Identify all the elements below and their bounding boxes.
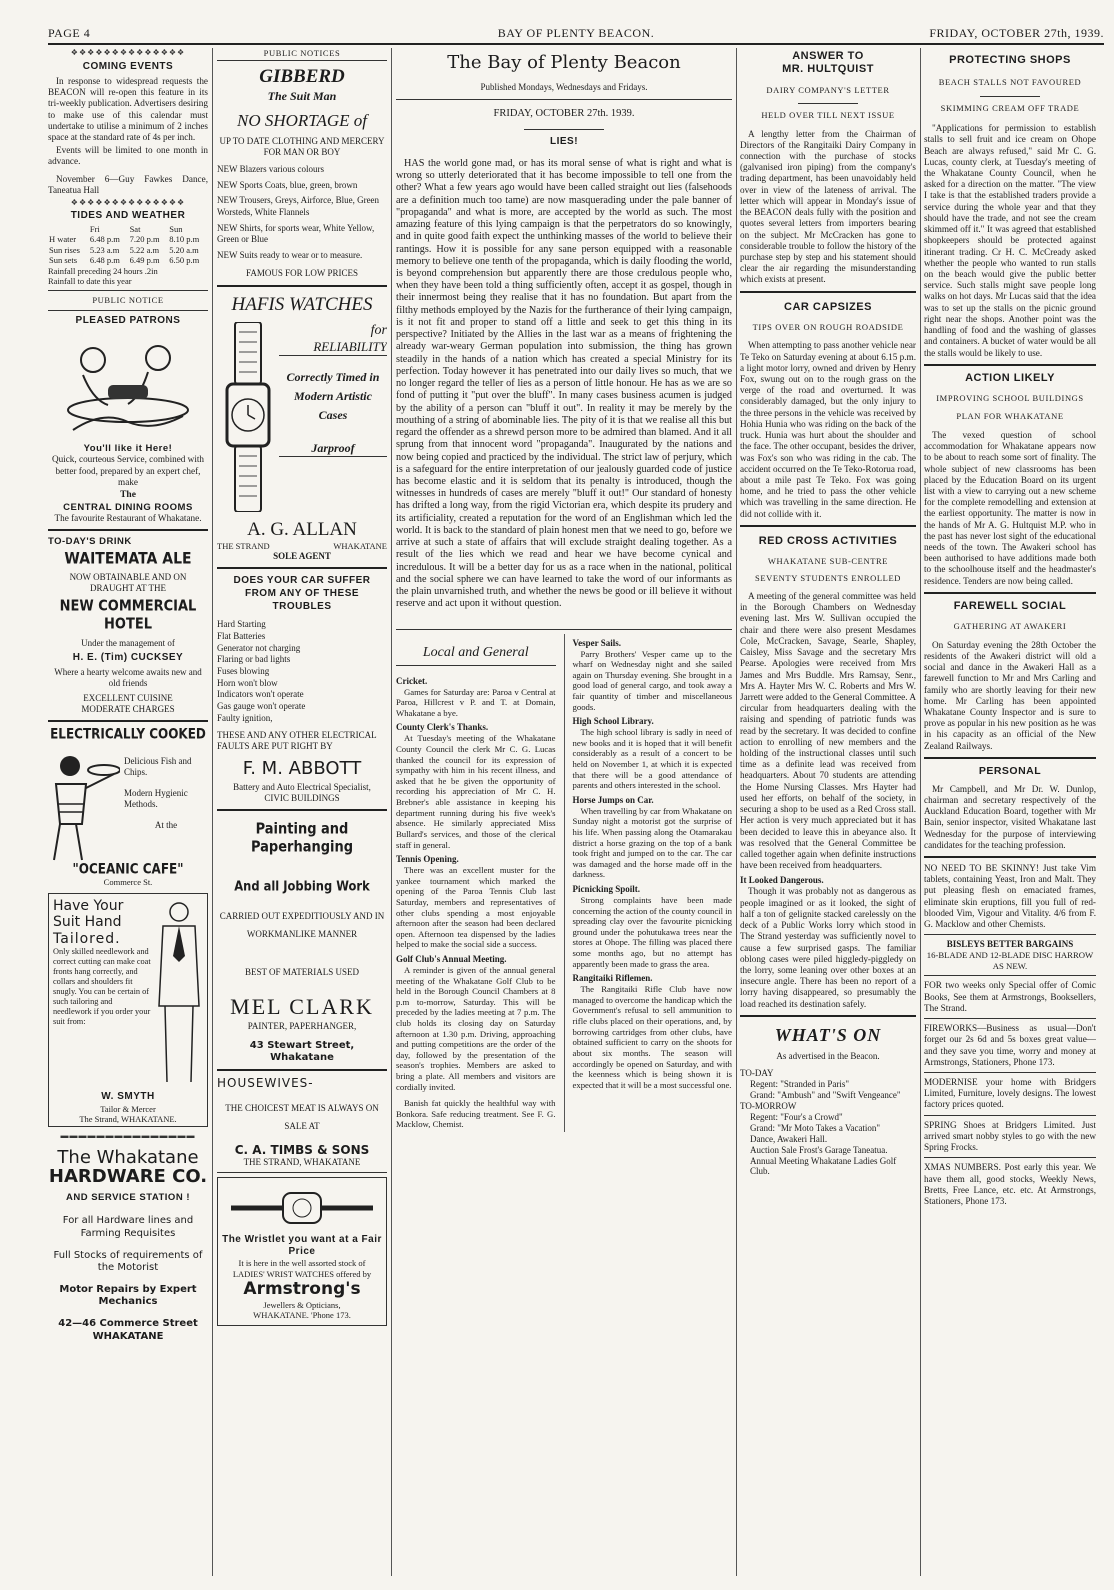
no-shortage: NO SHORTAGE of xyxy=(236,111,367,131)
the-label: The xyxy=(120,490,136,500)
page-date: FRIDAY, OCTOBER 27th, 1939. xyxy=(929,26,1104,40)
hardware-heading-3: AND SERVICE STATION ! xyxy=(66,1191,190,1203)
tides-cell: 8.10 p.m xyxy=(169,234,200,245)
cuisine: EXCELLENT CUISINE xyxy=(83,692,173,703)
oceanic-cafe: "OCEANIC CAFE" xyxy=(72,861,184,878)
central-dining-ad xyxy=(48,315,208,525)
list-item: NEW Shirts, for sports wear, White Yellow, Green or Blue xyxy=(217,222,375,245)
housewives: HOUSEWIVES- xyxy=(217,1076,314,1091)
table-row xyxy=(48,245,208,255)
fish-chips: Delicious Fish and Chips. xyxy=(124,756,192,778)
divider xyxy=(48,290,208,291)
divider xyxy=(217,809,387,811)
abbott-name: F. M. ABBOTT xyxy=(242,758,362,780)
allan-town: WHAKATANE xyxy=(333,540,387,551)
coming-events-text: In response to widespread requests the BEACON will re-open this feature in its tri-weekly publication. Advertisers desiring to make use of this calendar must undertake to utilise a minimum of 2 inches space at the standard rate of 4s per inch. xyxy=(48,75,208,143)
car-capsizes-heading: CAR CAPSIZES xyxy=(784,300,872,313)
jewellers-label: Jewellers & Opticians, xyxy=(263,1299,341,1310)
tailor-ad xyxy=(48,893,208,1127)
today-label: TO-DAY xyxy=(740,1067,774,1078)
news-body: Games for Saturday are: Paroa v Central at Paroa, Hillcrest v P. and T. at Domain, Whakatane a bye. xyxy=(396,686,556,718)
divider xyxy=(524,129,604,130)
commerce-street: Commerce St. xyxy=(103,876,153,887)
hotel-ad xyxy=(48,536,208,714)
jarproof: Jarproof xyxy=(279,441,387,457)
manager-name: H. E. (Tim) CUCKSEY xyxy=(72,651,184,663)
list-item: Dance, Awakeri Hall. xyxy=(750,1133,828,1144)
farewell-sub: GATHERING AT AWAKERI xyxy=(953,621,1067,632)
tides-head-cell: Sat xyxy=(129,224,141,235)
suit-man: The Suit Man xyxy=(267,88,337,103)
news-heading: Tennis Opening. xyxy=(396,854,459,865)
masthead-rule xyxy=(48,43,1104,45)
list-item: NEW Blazers various colours xyxy=(217,163,325,174)
tailored-man-illustration-icon xyxy=(151,898,203,1088)
armstrongs-name: Armstrong's xyxy=(243,1279,361,1300)
management-label: Under the management of xyxy=(81,637,175,648)
red-cross-sub1: WHAKATANE SUB-CENTRE xyxy=(767,556,889,567)
best-materials: BEST OF MATERIALS USED xyxy=(244,967,360,978)
timbs-name: C. A. TIMBS & SONS xyxy=(234,1142,370,1157)
column-rule xyxy=(391,48,392,1576)
divider xyxy=(924,975,1096,976)
tides-heading: TIDES AND WEATHER xyxy=(70,209,186,221)
divider xyxy=(740,291,916,293)
editorial-date: FRIDAY, OCTOBER 27th. 1939. xyxy=(493,107,635,119)
like-it-here: You'll like it Here! xyxy=(83,442,173,454)
divider xyxy=(48,720,208,722)
wristwatch-icon xyxy=(217,322,279,512)
divider xyxy=(48,310,208,311)
troubles-list xyxy=(217,619,387,724)
hardware-lines: For all Hardware lines and Farming Requisites xyxy=(62,1215,194,1239)
news-body: Banish fat quickly the healthful way with Bonkora. Safe reducing treatment. See F. G. Macklow, Chemist. xyxy=(396,1098,556,1130)
electrical-faults: THESE AND ANY OTHER ELECTRICAL FAULTS ARE PUT RIGHT BY xyxy=(217,730,377,752)
divider xyxy=(924,1072,1096,1073)
news-heading: Picnicking Spoilt. xyxy=(572,884,641,895)
hultquist-heading: MR. HULTQUIST xyxy=(782,63,874,76)
column-rule xyxy=(920,48,921,1576)
waitemata-ale: WAITEMATA ALE xyxy=(64,549,192,569)
list-item: Regent: "Stranded in Paris" xyxy=(750,1078,850,1089)
skinny-ad: NO NEED TO BE SKINNY! Just take Vim tablets, containing Yeast, Iron and Malt. They put pleasing flesh on emaciated frames, eliminate skin eruptions, fill you full of red-blooded Vim, Vigour and Vitality. 4/6 from F. G. Macklow and other Chemists. xyxy=(924,862,1096,930)
advertised-label: As advertised in the Beacon. xyxy=(776,1050,880,1061)
armstrongs-address: WHAKATANE. 'Phone 173. xyxy=(253,1310,351,1321)
classified-ad: FIREWORKS—Business as usual—Don't forget our 2s 6d and 5s boxes great value—and they save you time, worry and money at Armstrongs, Stationers, Phone 173. xyxy=(924,1023,1096,1067)
divider xyxy=(217,1069,387,1071)
suit-heading-2: Suit Hand xyxy=(53,914,122,931)
page-number: PAGE 4 xyxy=(48,26,91,40)
divider xyxy=(396,629,732,630)
clothing-text: UP TO DATE CLOTHING AND MERCERY FOR MAN OR BOY xyxy=(219,135,385,157)
column-rule xyxy=(564,634,565,1133)
news-body: A reminder is given of the annual general meeting of the Whakatane Golf Club to be held in the Borough Council Chambers at 8 p.m to-morrow, Saturday. This will be preceded by the ladies meeting at 7 p.m. The club holds its closing day on Saturday afternoon at 1.30 p.m. Driving, approaching and putting competitions are the order of the day, followed by the presentation of the season's trophies. Members are asked to bring a plate. All members and visitors are cordially invited. xyxy=(396,964,556,1092)
news-heading: Vesper Sails. xyxy=(572,637,622,648)
page-masthead xyxy=(48,26,1104,42)
at-the-label: At the xyxy=(154,820,178,831)
for-label: for xyxy=(370,322,387,338)
list-item: Hard Starting xyxy=(217,619,266,630)
choicest-meat: THE CHOICEST MEAT IS ALWAYS ON SALE AT xyxy=(225,1102,379,1131)
sole-agent: SOLE AGENT xyxy=(273,551,331,562)
armstrongs-ad xyxy=(217,1177,387,1325)
personal-body: Mr Campbell, and Mr Dr. W. Dunlop, chairman and secretary respectively of the Auckland Education Board, together with Mr Bain, senior inspector, visited Whakatane last Wednesday for the purpose of interviewing candidates for the teaching profession. xyxy=(924,783,1096,850)
abbott-specialist: Battery and Auto Electrical Specialist, xyxy=(233,782,371,793)
favourite-restaurant: The favourite Restaurant of Whakatane. xyxy=(54,513,202,524)
tides-cell: 5.22 a.m xyxy=(129,244,160,255)
table-row xyxy=(48,255,208,265)
allan-name: A. G. ALLAN xyxy=(247,518,357,540)
smyth-address: The Strand, WHAKATANE. xyxy=(79,1113,177,1124)
bisleys-heading: BISLEYS BETTER BARGAINS xyxy=(946,939,1074,950)
news-heading: Golf Club's Annual Meeting. xyxy=(396,953,507,964)
hygienic-methods: Modern Hygienic Methods. xyxy=(124,788,188,810)
ornament-divider: ❖❖❖❖❖❖❖❖❖❖❖❖❖❖ xyxy=(70,198,186,208)
divider xyxy=(924,1018,1096,1019)
divider xyxy=(48,529,208,531)
list-item: Auction Sale Frost's Garage Taneatua. xyxy=(750,1144,888,1155)
suit-heading-1: Have Your xyxy=(53,898,124,915)
tides-cell: 7.20 p.m xyxy=(129,234,160,245)
column-1 xyxy=(48,48,208,1580)
waitress-illustration-icon xyxy=(48,744,120,862)
tides-cell: Sun sets xyxy=(49,255,78,266)
classified-ad: SPRING Shoes at Bridgers Limited. Just arrived smart nobby styles to go with the new Spring Frocks. xyxy=(924,1119,1096,1153)
classified-ad: FOR two weeks only Special offer of Comic Books, See them at Armstrongs, Booksellers, The Strand. xyxy=(924,980,1096,1013)
news-body: When travelling by car from Whakatane on Sunday night a motorist got the surprise of his life. When passing along the Otamarakau district a horse grazing on the top of a bank took fright and jumped on to the car. The car was damaged and the horse made off in the darkness. xyxy=(572,805,732,880)
hardware-stocks: Full Stocks of requirements of the Motorist xyxy=(53,1249,203,1273)
list-item: Generator not charging xyxy=(217,642,301,653)
column-rule xyxy=(212,48,213,1576)
answer-heading: ANSWER TO xyxy=(792,50,864,62)
dairy-subheading: DAIRY COMPANY'S LETTER xyxy=(766,84,890,95)
news-body: At Tuesday's meeting of the Whakatane County Council the clerk Mr C. G. Lucas thanked the council for its expression of sympathy with him in his recent illness, and asked that he be given the opportunity of recording his appreciation of Mr C. H. Brebner's able assistance in keeping his department running during his five week's absence. He similarly appreciated Miss Bullard's services, and those of the clerical staff in general. xyxy=(396,733,556,850)
hardware-heading-2: HARDWARE CO. xyxy=(48,1165,208,1187)
divider xyxy=(217,1172,387,1173)
tides-cell: H water xyxy=(49,234,77,245)
list-item: Faulty ignition, xyxy=(217,712,273,723)
divider xyxy=(924,856,1096,858)
mel-clark: MEL CLARK xyxy=(230,994,374,1019)
action-sub2: PLAN FOR WHAKATANE xyxy=(956,411,1064,422)
list-item: Grand: "Mr Moto Takes a Vacation" xyxy=(750,1122,881,1133)
list-item: NEW Sports Coats, blue, green, brown xyxy=(217,179,358,190)
tides-cell: Sun rises xyxy=(49,244,80,255)
news-heading: It Looked Dangerous. xyxy=(740,875,824,886)
action-sub1: IMPROVING SCHOOL BUILDINGS xyxy=(936,393,1084,404)
hardware-address: 42—46 Commerce Street xyxy=(58,1318,198,1330)
rainfall-year: Rainfall to date this year xyxy=(48,275,132,286)
public-notices-label: PUBLIC NOTICES xyxy=(217,48,387,61)
gibberd-name: GIBBERD xyxy=(259,66,345,88)
electrically-cooked: ELECTRICALLY COOKED xyxy=(50,725,206,742)
central-dining-rooms: CENTRAL DINING ROOMS xyxy=(63,501,193,513)
list-item: NEW Suits ready to wear or to measure. xyxy=(217,249,363,260)
rainfall-24h: Rainfall preceding 24 hours .2in xyxy=(48,265,158,276)
farewell-body: On Saturday evening the 28th October the residents of the Awakeri district will old a social and dance in the Awakeri Hall as a farewell function to Mr and Mrs Carling and family who are shortly leaving for their new home. Mr Carling has been appointed Whakatane County Inspector and is sure to prove as popular in his new position as he was in his capacity as an official of the New Zealand Railways. xyxy=(924,639,1096,751)
coming-events-heading: COMING EVENTS xyxy=(82,60,174,72)
hardware-ad xyxy=(48,1146,208,1343)
action-body: The vexed question of school accommodation for Whakatane appears now to be about to reach some sort of finality. The whole subject of new classrooms has been placed by the Education Board on its urgent list with a view to carrying out a new scheme for the complete remodelling and extension at the earliest opportunity. The matter is now in the hands of Mr A. G. Hultquist M.P. who in the past has never lost sight of the educational needs of the town. The Awakeri school has been authorised to have additions made both to the schoolhouse itself and the headmaster's residence. Tenders are now being called. xyxy=(924,429,1096,586)
stewart-street: 43 Stewart Street, Whakatane xyxy=(249,1039,355,1063)
divider xyxy=(924,592,1096,594)
ornament-divider: ❖❖❖❖❖❖❖❖❖❖❖❖❖❖ xyxy=(70,48,186,57)
dairy-body: A lengthy letter from the Chairman of Directors of the Rangitaiki Dairy Company in connection with the purchase of stocks (galvanised iron piping) from the company's trading department, has been unavoidably held over in view of the lateness of arrival. The letter which will appear in Monday's issue of the BEACON deals fully with the position and quotes several letters from importers bearing on the subject. Mr McCracken has gone to considerable trouble to follow the history of the purchase step by step and his statement should clear the air regarding the misunderstanding which exists at present. xyxy=(740,128,916,285)
news-heading: Cricket. xyxy=(396,675,428,686)
news-body: Strong complaints have been made concerning the action of the county council in spreading clay over the favourite picnicking ground under the pohutukawa trees near the stores at Ohope. The filling was placed there some months ago, but no attempt has apparently been made to grass the area. xyxy=(572,895,732,969)
dangerous-body: Though it was probably not as dangerous as people imagined or as it looked, the sight of half a ton of gelignite stacked carelessly on the deck of a Public Works lorry which stood in The Strand yesterday was sufficiently novel to cause a few surprised gasps. The familiar oblong cases were piled higgledy-piggledy on the lorry, some leaning over other boxes at an insecure angle. There has been no report of a lorry having disappeared, so presumably the load reached its destination safely. xyxy=(740,886,916,1009)
editorial-body: HAS the world gone mad, or has its moral sense of what is right and what is wrong so utterly deteriorated that it has become impossible to tell one from the other? What a few years ago would have been called straight out lies (falsehoods are a definition much too tame) are now masquerading under the pale banner of "propaganda" and what is more, are accepted by the world as such. The most amazing feature of this lying campaign is that the perpetrators do so knowingly, and in quite good faith expect the unthinking masses of the world to believe their rantings. How it is possible for any sane person equipped with a reasonable memory to believe one tenth of the propaganda, which is daily flooding the world, is beyond comprehension but apparently there are those credulous people who, when they have been told a thing sufficiently often, accept it as gospel, though in their innermost being they realise that it has no foundation. But apart from the filthy methods employed by the Nazis for the furtherance of their lying campaign, is it not fit and proper to stand off a little and seek to get this thing in its perspective? Initiated by the Allies in the last war as a means of frightening the already war-weary German population into submission, the thing has grown steadily in the hands of a nation which has created a special Ministry for its perfection. Today however it has penetrated into our daily lives so much, that we no longer regard the teller of lies as a person of little honour. He has as we are so fond of putting it "put over the bluff". In many cases business acumen is judged by the ability of a person can "bluff it out". In reality it may be merely by the mouthing of a string of abominable lies. The pity of it is that we realise all this but regard the offender as a shrewd person more to be admired than blamed. And it all sprung from that innocent word "propaganda". Inaugurated by the nations and now being copied and practiced by the individual. The strict law of perjury, which is a safeguard for the entire interpretation of our jealously guarded code of justice has become elastic and it is seldom that its penalty is introduced, though the witnesses in hundreds of cases are merely "bluff it out!" Our standard of honesty has drifted a long way, from the rigid Victorian era, which despite its prudery and its artificiality, created a reputation for the word of an Englishman which led the world. It is back to the standard of plain honest men that we need to go, before we arrive at such a state of affairs that will exclude straight dealing together. As a result of the lies which we read and hear we have become cynical and incredulous. It will be a better day for us as a race when in the national, political and the social sphere we can have learned to take the word of our informants as the plain unvarnished truth, and whether the news be good or ill believe it without reserve and act upon it without question. xyxy=(396,157,732,610)
column-4 xyxy=(740,48,916,1580)
divider xyxy=(396,99,732,100)
painter-label: PAINTER, PAPERHANGER, xyxy=(247,1020,357,1031)
divider xyxy=(924,1157,1096,1158)
column-rule xyxy=(736,48,737,1576)
car-troubles-heading: DOES YOUR CAR SUFFER FROM ANY OF THESE TROUBLES xyxy=(233,575,371,613)
clothing-list xyxy=(217,164,387,262)
red-cross-heading: RED CROSS ACTIVITIES xyxy=(758,534,898,547)
coming-events-limit: Events will be limited to one month in advance. xyxy=(48,145,208,167)
wristlet-text: It is here in the well assorted stock of LADIES' WRIST WATCHES offered by xyxy=(232,1258,372,1279)
reliability: RELIABILITY xyxy=(279,339,387,356)
mel-clark-ad xyxy=(217,820,387,1064)
tides-cell: 6.49 p.m xyxy=(129,255,160,266)
list-item: Indicators won't operate xyxy=(217,689,304,700)
red-cross-body: A meeting of the general committee was held in the Borough Chambers on Wednesday evening last. Mrs W. Sullivan occupied the chair and there were also present Mesdames Cole, McCracken, Savage, Searle, Shapley, Caisley, Miss Savage and the secretary Mrs Pearse. Apologies were received from Mrs James and Mrs Buddle. Mrs Ramsay, Senr., Mrs A. Hayter Mrs W. C. Roberts and Mrs W. Jarrett were added to the General Committee. A circular from headquarters dealing with the raising and spending of patriotic funds was read by the secretary. It was decided to confine action to enrolling of new members and the holding of the instructional classes until such time as a definite lead was received from headquarters. About 70 students are attending the Home Nursing Classes. Mrs Hayter had used her efforts, on behalf of the society, in securing a shop to be used as a Red Cross stall. Her action is very much appreciated but it has been decided to leave this in abeyance also. It was resolved that the General Committee be called together again when definite instructions have been received from headquarters. xyxy=(740,590,916,871)
coming-events-item: November 6—Guy Fawkes Dance, Taneatua Hall xyxy=(48,173,208,195)
divider xyxy=(924,934,1096,935)
shops-body: "Applications for permission to establish stalls to sell fruit and ice cream on Ohope Beach are always refused," said Mr C. G. Lucas, county clerk, at Tuesday's meeting of the Whakatane County Council, when he asked for a direction on the matter. "The view I take is that the established traders provide a service during the whole year and that they should have the trade, and not see the cream skimmed off it." It was agreed that established shopkeepers should be protected against itinerant trading. Cr H. C. McCready asked whether the people who wanted to run stalls on the beach would give the public better service. Such stalls might save people long walks on hot days. Mr Lucas said that the idea was to set up the stalls on the picnic ground right near the shops. Another point was the handling of food and the washing of glasses and containers. A bucket of water would be all the stalls would be likely to use. xyxy=(924,123,1096,358)
dining-text: Quick, courteous Service, combined with better food, prepared by an expert chef, make xyxy=(51,454,205,487)
tides-cell: 5.20 a.m xyxy=(169,244,199,255)
smyth-name: W. SMYTH xyxy=(101,1091,155,1103)
allan-strand: THE STRAND xyxy=(217,540,270,551)
news-body: The high school library is sadly in need of new books and it is hoped that it will benefit considerably as a result of a concert to be held on November 1, at which it is expected that there will be a good attendance of parents and others interested in the school. xyxy=(572,727,732,791)
oceanic-cafe-ad xyxy=(48,727,208,888)
column-3-editorial xyxy=(396,48,732,1580)
news-heading: High School Library. xyxy=(572,716,654,727)
local-and-general xyxy=(396,634,732,1133)
pleased-patrons-heading: PLEASED PATRONS xyxy=(75,314,181,326)
list-item: Regent: "Four's a Crowd" xyxy=(750,1111,843,1122)
list-item: Fuses blowing xyxy=(217,666,270,677)
shops-sub1: BEACH STALLS NOT FAVOURED xyxy=(938,77,1082,88)
editorial-title: LIES! xyxy=(549,135,579,147)
classified-ad: MODERNISE your home with Bridgers Limited, Furniture, lovely designs. The lowest factory prices quoted. xyxy=(924,1077,1096,1110)
column-5 xyxy=(924,48,1096,1580)
car-body: When attempting to pass another vehicle near Te Teko on Saturday evening at about 6.15 p.m. a light motor lorry, owned and driven by Henry Fox, swung out on to the rough grass on the verge of the road and overturned. It was considerably damaged, but the only injury to the three persons in the vehicle was received by Hohia Hunia who was riding on the back of the truck. Hunia was hurt about the shoulder and the face. The other occupant, besides the driver, was Fox's son who was riding in the cab. The accident occurred on the Te Teko-Rotorua road, about a mile past Te Teko. Fox was going home, and he tried to pass the other vehicle which was travelling in the same direction. He did not collide with it. xyxy=(740,340,916,519)
carried-out: CARRIED OUT EXPEDITIOUSLY AND IN WORKMANLIKE MANNER xyxy=(219,911,385,940)
list-item: Horn won't blow xyxy=(217,677,278,688)
hafis-watches: HAFIS WATCHES xyxy=(231,293,373,315)
action-likely-heading: ACTION LIKELY xyxy=(965,371,1055,384)
tomorrow-label: TO-MORROW xyxy=(740,1100,797,1111)
published-days: Published Mondays, Wednesdays and Fridays. xyxy=(480,81,648,92)
correctly-timed: Correctly Timed in Modern Artistic Cases xyxy=(286,369,380,423)
car-subheading: TIPS OVER ON ROUGH ROADSIDE xyxy=(752,322,904,332)
suit-heading-3: Tailored. xyxy=(53,930,121,947)
hafis-watches-ad xyxy=(217,293,387,563)
column-2 xyxy=(217,48,387,1580)
divider xyxy=(798,103,858,104)
charges: MODERATE CHARGES xyxy=(81,703,175,714)
smyth-sub: Tailor & Mercer xyxy=(100,1103,156,1114)
nameplate: The Bay of Plenty Beacon xyxy=(447,52,681,73)
gibberd-ad xyxy=(217,65,387,278)
tides-head-cell xyxy=(48,224,89,234)
tides-head-cell: Sun xyxy=(169,224,183,235)
personal-heading: PERSONAL xyxy=(978,764,1042,777)
divider xyxy=(740,1015,916,1017)
red-cross-sub2: SEVENTY STUDENTS ENROLLED xyxy=(755,572,901,583)
paper-name: BAY OF PLENTY BEACON. xyxy=(497,26,655,40)
bisleys-harrow: 16-BLADE AND 12-BLADE DISC HARROW AS NEW. xyxy=(926,950,1094,971)
ladies-watch-icon xyxy=(227,1185,377,1231)
timbs-address: THE STRAND, WHAKATANE xyxy=(243,1157,361,1168)
now-obtainable: NOW OBTAINABLE AND ON DRAUGHT AT THE xyxy=(69,572,187,593)
local-general-heading: Local and General xyxy=(396,644,556,666)
list-item: NEW Trousers, Greys, Airforce, Blue, Green Worsteds, White Flannels xyxy=(217,195,380,217)
todays-drink: TO-DAY'S DRINK xyxy=(48,536,132,548)
public-notice-label: PUBLIC NOTICE xyxy=(92,295,164,306)
divider xyxy=(217,285,387,287)
news-heading: Rangitaiki Riflemen. xyxy=(572,973,653,984)
tides-cell: 6.48 p.m xyxy=(89,255,120,266)
divider xyxy=(924,757,1096,759)
tides-cell: 6.50 p.m xyxy=(169,255,200,266)
ornament-divider: ▬▬▬▬▬▬▬▬▬▬▬▬▬▬▬ xyxy=(60,1131,196,1141)
hotel-welcome: Where a hearty welcome awaits new and old friends xyxy=(54,666,202,688)
jobbing-work: And all Jobbing Work xyxy=(234,877,370,895)
table-row xyxy=(48,234,208,244)
divider xyxy=(924,364,1096,366)
new-commercial-hotel: NEW COMMERCIAL HOTEL xyxy=(59,597,197,634)
protecting-shops-heading: PROTECTING SHOPS xyxy=(949,54,1071,66)
timbs-ad xyxy=(217,1076,387,1168)
painting-heading: Painting and Paperhanging xyxy=(250,820,354,857)
local-right-column xyxy=(573,634,733,1133)
wristlet-heading: The Wristlet you want at a Fair Price xyxy=(222,1234,382,1258)
hardware-heading-1: The Whakatane xyxy=(57,1146,199,1168)
list-item: Grand: "Ambush" and "Swift Vengeance" xyxy=(750,1089,901,1100)
list-item: Gas gauge won't operate xyxy=(217,701,306,712)
news-body: There was an excellent muster for the yankee tournament which marked the opening of the Paroa Tennis Club last Saturday, members and representatives of other clubs spending a most enjoyable afternoon after the season had been declared open. Afternoon tea dispensed by the ladies helped to make the social side a success. xyxy=(396,865,556,950)
divider xyxy=(217,567,387,569)
tides-head-cell: Fri xyxy=(89,224,100,235)
hardware-repairs: Motor Repairs by Expert Mechanics xyxy=(59,1284,197,1308)
classified-ad: XMAS NUMBERS. Post early this year. We have them all, good stocks, Weekly News, Bretts, Free Lance, etc. etc. At Armstrongs, Stationers, Phone 173. xyxy=(924,1162,1096,1206)
hardware-town: WHAKATANE xyxy=(92,1330,164,1342)
divider xyxy=(924,1115,1096,1116)
shops-sub2: SKIMMING CREAM OFF TRADE xyxy=(940,102,1080,113)
tailor-text: Only skilled needlework and correct cutting can make coat fronts hang correctly, and collars and shoulders fit snugly. You can be certain of such tailoring and needlework if you order your suit from: xyxy=(53,946,151,1027)
tides-table xyxy=(48,224,208,265)
civic-buildings: CIVIC BUILDINGS xyxy=(264,793,340,804)
list-item: Flaring or bad lights xyxy=(217,654,291,665)
tides-cell: 5.23 a.m xyxy=(89,244,120,255)
divider xyxy=(980,96,1040,97)
news-heading: Horse Jumps on Car. xyxy=(572,794,654,805)
news-body: The Rangitaiki Rifle Club have now managed to overcome the handicap which the Government's refusal to sell ammunition to rifle clubs placed on their operations, and, by borrowing cartridges from other clubs, have obtained sufficient to carry on the shoots for about six months. The season will accordingly be opened on Saturday, and with the keenness which is being shown it is expected that it will be a most successful one. xyxy=(572,984,732,1090)
divider xyxy=(740,525,916,527)
list-item: Flat Batteries xyxy=(217,630,266,641)
famous-low-prices: FAMOUS FOR LOW PRICES xyxy=(246,267,358,278)
whats-on-heading: WHAT'S ON xyxy=(774,1024,882,1045)
local-left-column xyxy=(396,634,556,1133)
news-heading: County Clerk's Thanks. xyxy=(396,722,489,733)
diners-illustration-icon xyxy=(53,330,203,440)
news-body: Parry Brothers' Vesper came up to the wharf on Wednesday night and she sailed again on Thursday evening. She brought in a good load of general cargo, and took away a fair quantity of timber and miscellaneous goods. xyxy=(572,648,732,712)
held-over: HELD OVER TILL NEXT ISSUE xyxy=(761,110,895,121)
tides-cell: 6.48 p.m xyxy=(89,234,120,245)
list-item: Annual Meeting Whakatane Ladies Golf Club. xyxy=(750,1155,897,1177)
abbott-ad xyxy=(217,574,387,804)
farewell-heading: FAREWELL SOCIAL xyxy=(953,599,1067,612)
